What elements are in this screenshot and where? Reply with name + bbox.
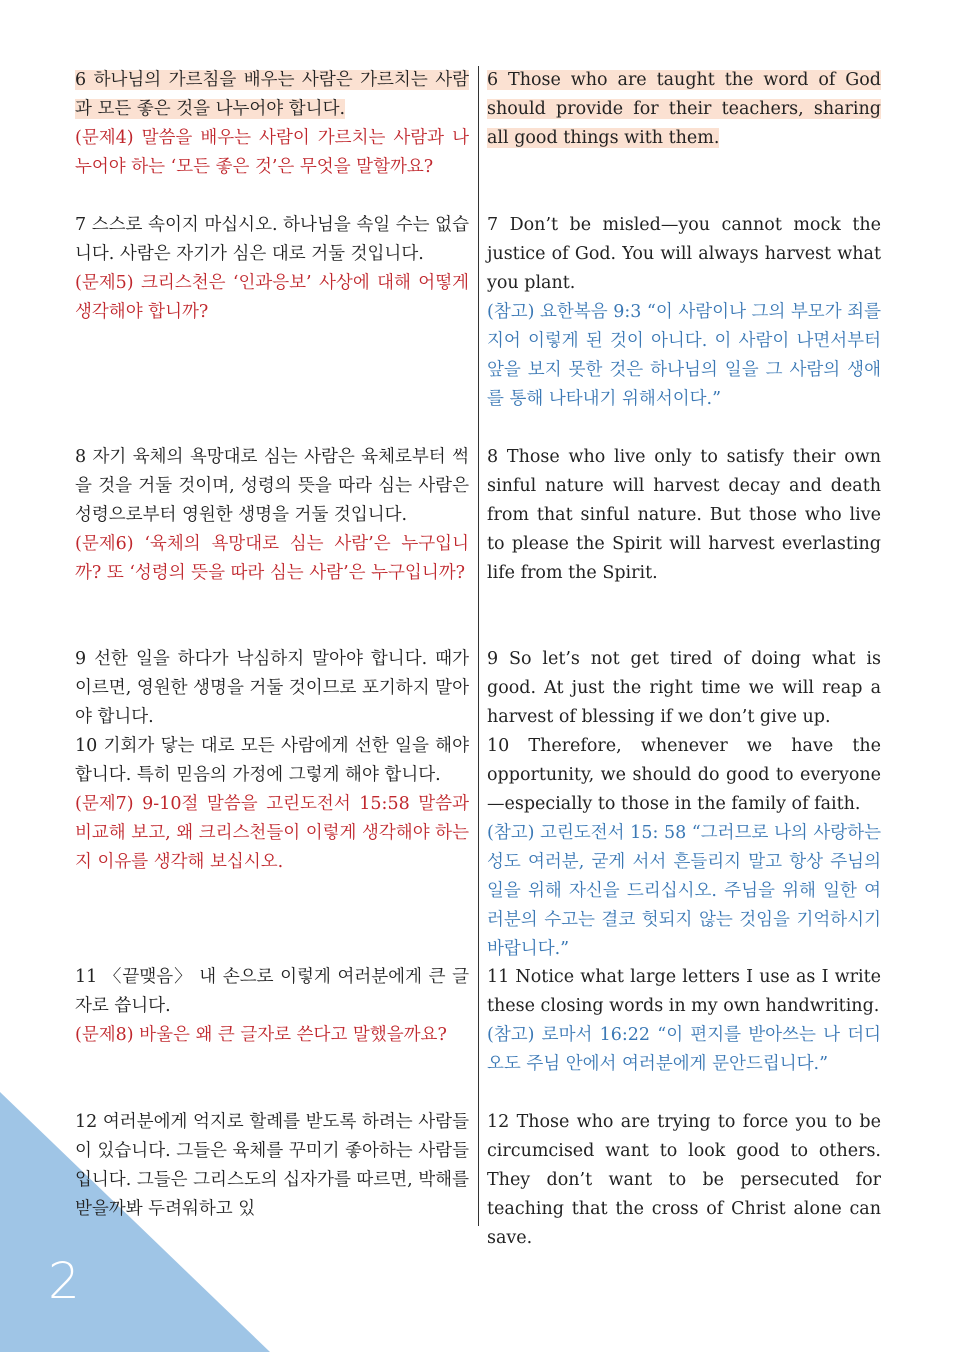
verse-7-english bbox=[487, 211, 881, 414]
verse-6-english bbox=[487, 66, 881, 153]
reference-romans-16-22: (참고) 로마서 16:22 “이 편지를 받아쓰는 나 더디오도 주님 안에서 여러분에게 문안드립니다.” bbox=[487, 1025, 881, 1074]
question-6: (문제6) ‘육체의 욕망대로 심는 사람’은 누구입니까? 또 ‘성령의 뜻을 따라 심는 사람’은 누구입니까? bbox=[75, 534, 469, 583]
verse-12-english-text: 12 Those who are trying to force you to be circumcised want to look good to others. They don’t want to be persecuted for teaching that the cross of Christ alone can save. bbox=[487, 1112, 881, 1248]
verse-8-korean bbox=[75, 443, 469, 588]
verse-10-english bbox=[487, 732, 881, 964]
verse-8-english-text: 8 Those who live only to satisfy their own sinful nature will harvest decay and death from that sinful nature. But those who live to please the Spirit will harvest everlasting life from the Spirit. bbox=[487, 447, 881, 583]
verse-12-english bbox=[487, 1108, 881, 1253]
verse-9-korean-text: 9 선한 일을 하다가 낙심하지 말아야 합니다. 때가 이르면, 영원한 생명을 거둘 것이므로 포기하지 말아야 합니다. bbox=[75, 649, 469, 727]
verse-11-english-text: 11 Notice what large letters I use as I write these closing words in my own handwriting. bbox=[487, 967, 881, 1016]
verse-11-korean-text: 11 〈끝맺음〉 내 손으로 이렇게 여러분에게 큰 글자로 씁니다. bbox=[75, 967, 469, 1016]
verse-9-korean bbox=[75, 645, 469, 732]
verse-9-english bbox=[487, 645, 881, 732]
verse-10-english-text: 10 Therefore, whenever we have the opportunity, we should do good to everyone—especially to those in the family of faith. bbox=[487, 736, 881, 814]
verse-9-english-text: 9 So let’s not get tired of doing what is good. At just the right time we will reap a harvest of blessing if we don’t give up. bbox=[487, 649, 881, 727]
reference-john-9-3: (참고) 요한복음 9:3 “이 사람이나 그의 부모가 죄를 지어 이렇게 된 것이 아니다. 이 사람이 나면서부터 앞을 보지 못한 것은 하나님의 일을 그 사람의 생애를 통해 나타내기 위해서이다.” bbox=[487, 302, 881, 409]
verse-7-korean-text: 7 스스로 속이지 마십시오. 하나님을 속일 수는 없습니다. 사람은 자기가 심은 대로 거둘 것입니다. bbox=[75, 215, 469, 264]
verse-7-english-text: 7 Don’t be misled—you cannot mock the justice of God. You will always harvest what you plant. bbox=[487, 215, 881, 293]
question-5: (문제5) 크리스천은 ‘인과응보’ 사상에 대해 어떻게 생각해야 합니까? bbox=[75, 273, 469, 322]
verse-6-korean-text: 6 하나님의 가르침을 배우는 사람은 가르치는 사람과 모든 좋은 것을 나누어야 합니다. bbox=[75, 70, 469, 119]
verse-8-english bbox=[487, 443, 881, 588]
page-number: 2 bbox=[48, 1252, 80, 1310]
verse-12-korean-text: 12 여러분에게 억지로 할례를 받도록 하려는 사람들이 있습니다. 그들은 육체를 꾸미기 좋아하는 사람들입니다. 그들은 그리스도의 십자가를 따르면, 박해를 받을까봐 두려워하고 있 bbox=[75, 1112, 469, 1219]
verse-12-korean bbox=[75, 1108, 469, 1224]
verse-6-korean bbox=[75, 66, 469, 182]
verse-10-korean bbox=[75, 732, 469, 877]
verse-8-korean-text: 8 자기 육체의 욕망대로 심는 사람은 육체로부터 썩을 것을 거둘 것이며, 성령의 뜻을 따라 심는 사람은 성령으로부터 영원한 생명을 거둘 것입니다. bbox=[75, 447, 469, 525]
verse-11-english bbox=[487, 963, 881, 1079]
question-8: (문제8) 바울은 왜 큰 글자로 쓴다고 말했을까요? bbox=[75, 1025, 447, 1045]
verse-10-korean-text: 10 기회가 닿는 대로 모든 사람에게 선한 일을 해야 합니다. 특히 믿음의 가정에 그렇게 해야 합니다. bbox=[75, 736, 469, 785]
verse-6-english-text: 6 Those who are taught the word of God should provide for their teachers, sharing all good things with them. bbox=[487, 70, 881, 148]
question-4: (문제4) 말씀을 배우는 사람이 가르치는 사람과 나누어야 하는 ‘모든 좋은 것’은 무엇을 말할까요? bbox=[75, 128, 469, 177]
column-divider bbox=[478, 66, 479, 1226]
question-7: (문제7) 9-10절 말씀을 고린도전서 15:58 말씀과 비교해 보고, 왜 크리스천들이 이렇게 생각해야 하는지 이유를 생각해 보십시오. bbox=[75, 794, 469, 872]
verse-11-korean bbox=[75, 963, 469, 1050]
verse-7-korean bbox=[75, 211, 469, 327]
reference-1cor-15-58: (참고) 고린도전서 15: 58 “그러므로 나의 사랑하는 성도 여러분, 굳게 서서 흔들리지 말고 항상 주님의 일을 위해 자신을 드리십시오. 주님을 위해 일한 여러분의 수고는 결코 헛되지 않는 것임을 기억하시기 바랍니다.” bbox=[487, 823, 881, 959]
